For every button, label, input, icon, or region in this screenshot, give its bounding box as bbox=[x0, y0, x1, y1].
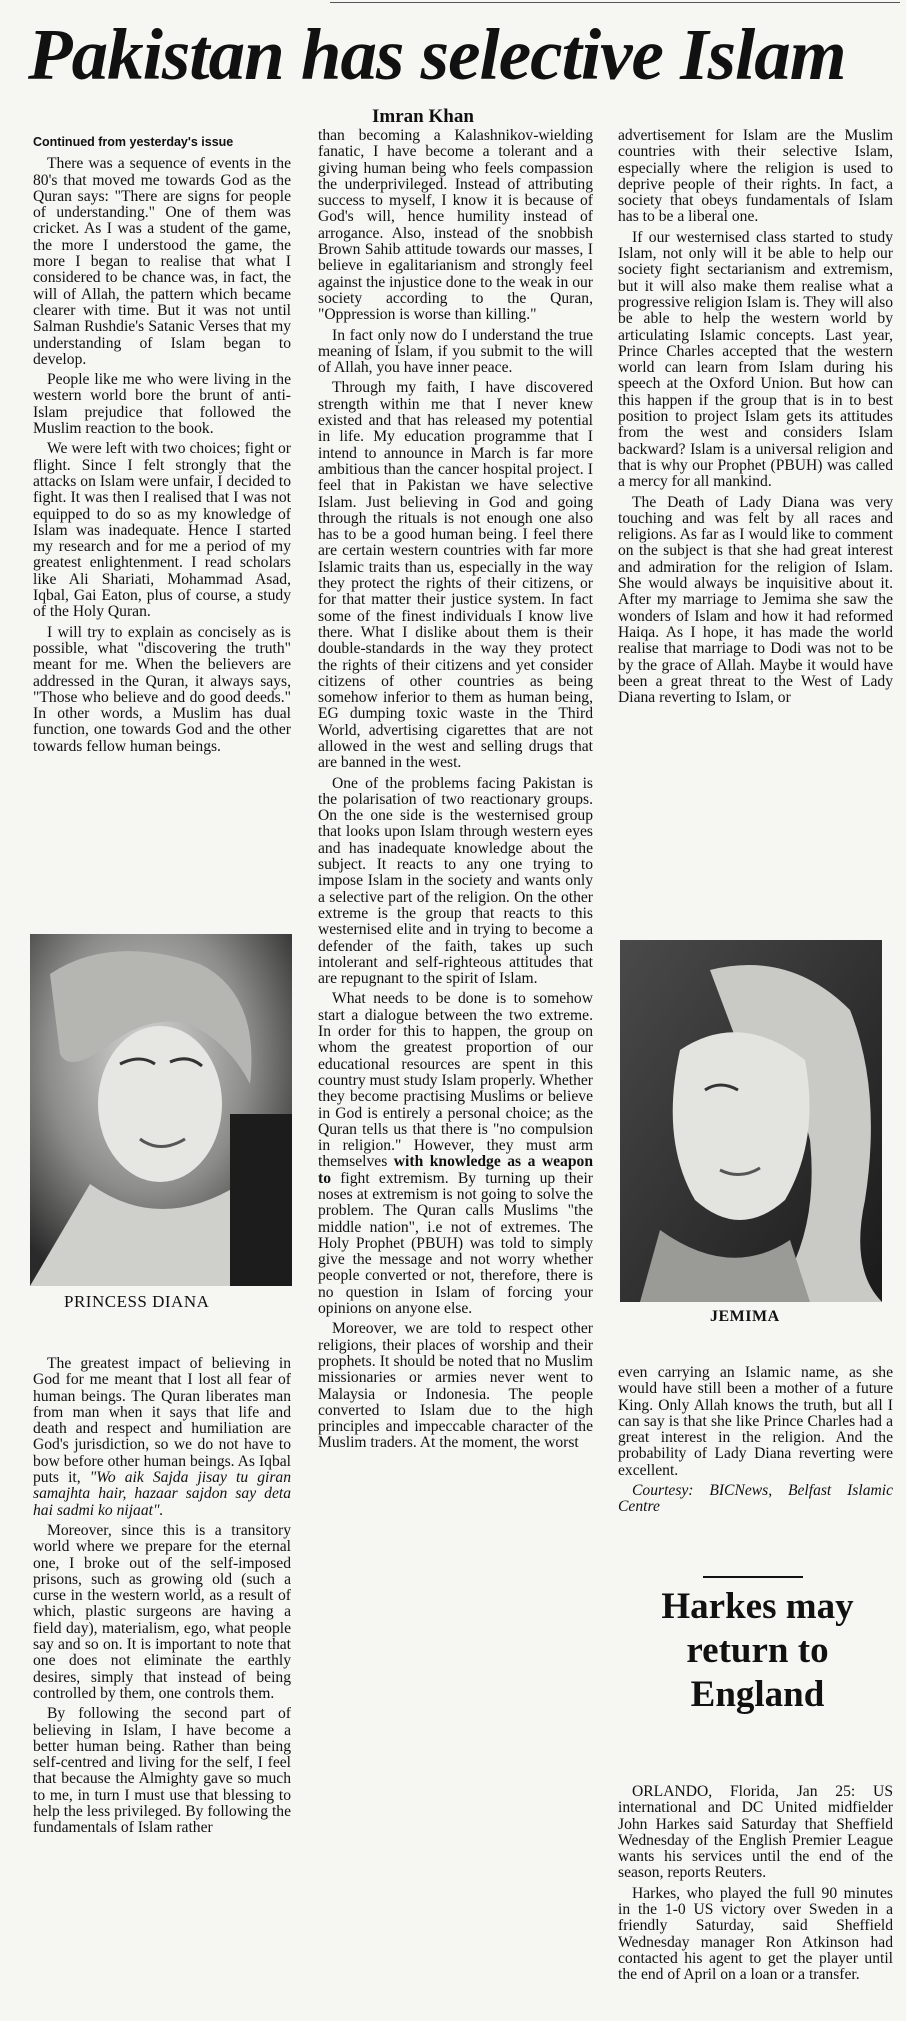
paragraph: We were left with two choices; fight or flight. Since I felt strongly that the attacks on Islam were unfair, I decided to fight. It was then I realised that I was not equipped to do so as my knowledge of Islam was inadequate. Hence I started my research and for me a period of my greatest enlightenment. I read scholars like Ali Shariati, Mohammad Asad, Iqbal, Gai Eaton, plus of course, a study of the Holy Quran. bbox=[33, 440, 291, 621]
paragraph: There was a sequence of events in the 80's that moved me towards God as the Quran says: "There are signs for people of understanding." One of them was cricket. As I was a student of the game, the more I understood the game, the more I began to realise that what I considered to be chance was, in fact, the will of Allah, the pattern which became clearer with time. But it was not until Salman Rushdie's Satanic Verses that my understanding of Islam began to develop. bbox=[33, 155, 291, 368]
paragraph-text: What needs to be done is to somehow start a dialogue between the two extreme. In order for this to happen, the group on whom the greatest proportion of our educational resources are spent in this country must study Islam properly. Whether they become practising Muslims or believe in God is entirely a personal choice; as the Quran tells us that there is "no compulsion in religion." However, they must arm themselves bbox=[318, 990, 593, 1171]
paragraph: Moreover, since this is a transitory world where we prepare for the eternal one, I broke out of the self-imposed prisons, such as growing old (such a curse in the western world, as a result of which, plastic surgeons are having a field day), materialism, ego, what people say and so on. It is important to note that one does not eliminate the earthly desires, simply that instead of being controlled by them, one controls them. bbox=[33, 1521, 291, 1702]
paragraph: People like me who were living in the western world bore the brunt of anti-Islam prejudice that followed the Muslim reaction to the book. bbox=[33, 371, 291, 438]
princess-diana-photo bbox=[30, 934, 292, 1286]
paragraph: By following the second part of believing in Islam, I have become a better human being. Rather than being self-centred and living for the self, I feel that because the Almighty gave so much to me, in turn I must use that blessing to help the less privileged. By following the fundamentals of Islam rather bbox=[33, 1705, 291, 1837]
paragraph: One of the problems facing Pakistan is the polarisation of two reactionary groups. On the one side is the westernised group that looks upon Islam through western eyes and has inadequate knowledge about the subject. It reacts to any one trying to impose Islam in the society and wants only a selective part of the religion. On the other extreme is the group that reacts to this westernised elite and in trying to become a defender of the faith, takes up such intolerant and self-righteous attitudes that are repugnant to the spirit of Islam. bbox=[318, 774, 593, 988]
paragraph bbox=[33, 1356, 291, 1519]
jemima-photo bbox=[620, 940, 882, 1302]
article-column-1-continued bbox=[33, 1356, 291, 2014]
article-column-1 bbox=[33, 135, 291, 928]
divider-rule bbox=[703, 1576, 803, 1578]
iqbal-quote: "Wo aik Sajda jisay tu giran samajhta hair, hazaar sajdon say deta hai sadmi ko nijaat". bbox=[33, 1469, 291, 1519]
jemima-portrait-image bbox=[620, 940, 882, 1302]
diana-portrait-image bbox=[30, 934, 292, 1286]
harkes-article bbox=[618, 1784, 893, 2018]
top-rule bbox=[330, 2, 900, 3]
paragraph-text: fight extremism. By turning up their noses at extremism is not going to solve the problem. The Quran calls Muslims "the middle nation", i.e not of extremes. The Holy Prophet (PBUH) was told to simply give the message and not worry whether people converted or not, therefore, there is no question in Islam of forcing your opinions on anyone else. bbox=[318, 1169, 593, 1318]
paragraph: The Death of Lady Diana was very touching and was felt by all races and religions. As far as I would like to comment on the subject is that she had great interest and admiration for the religion of Islam. She would always be inquisitive about it. After my marriage to Jemima she saw the wonders of Islam and how it had reformed Haiqa. As I hope, it has made the world realise that marriage to Dodi was not to be by the grace of Allah. Maybe it would have been a great threat to the West of Lady Diana reverting to Islam, or bbox=[618, 493, 893, 707]
secondary-headline: Harkes may return to England bbox=[661, 1586, 854, 1715]
continued-note: Continued from yesterday's issue bbox=[33, 135, 234, 149]
paragraph-text: The greatest impact of believing in God for me meant that I lost all fear of human beings. The Quran liberates man from man when it says that life and death and respect and humiliation are God's jurisdiction, so we do not have to bow before other human beings. As Iqbal puts it, bbox=[33, 1355, 291, 1487]
paragraph bbox=[318, 991, 593, 1317]
paragraph: than becoming a Kalashnikov-wielding fanatic, I have become a tolerant and a giving human being who feels compassion the underprivileged. Instead of attributing success to myself, I know it is because of God's will, hence humility instead of arrogance. Also, instead of the snobbish Brown Sahib attitude towards our masses, I believe in egalitarianism and strongly feel against the injustice done to the weak in our society according to the Quran, "Oppression is worse than killing." bbox=[318, 127, 593, 324]
paragraph: even carrying an Islamic name, as she would have still been a mother of a future King. Only Allah knows the truth, but all I can say is that she like Prince Charles had a great interest in the religion. And the probability of Lady Diana reverting were excellent. bbox=[618, 1364, 893, 1479]
paragraph: Through my faith, I have discovered strength within me that I never knew existed and that has released my potential in life. My education programme that I intend to announce in March is far more ambitious than the cancer hospital project. I feel that in Pakistan we have selective Islam. Just believing in God and going through the rituals is not enough one also has to be a good human being. I feel there are certain western countries with far more Islamic traits than us, especially in the way they protect the rights of their citizens, or for that matter their justice system. In fact some of the finest individuals I know live there. What I dislike about them is their double-standards in the way they protect the rights of their citizens and yet consider citizens of other countries as being somehow inferior to them as human being, EG dumping toxic waste in the Third World, advertising cigarettes that are not allowed in the west and selling drugs that are banned in the west. bbox=[318, 379, 593, 772]
bold-phrase: with knowledge as a weapon to bbox=[318, 1153, 593, 1187]
paragraph: Harkes, who played the full 90 minutes in the 1-0 US victory over Sweden in a friendly Saturday, said Sheffield Wednesday manager Ron Atkinson had contacted his agent to get the player until the end of April on a loan or a transfer. bbox=[618, 1884, 893, 1984]
headline: Pakistan has selective Islam bbox=[28, 14, 846, 95]
paragraph: I will try to explain as concisely as is possible, what "discovering the truth" meant for me. When the believers are addressed in the Quran, it always says, "Those who believe and do good deeds." In other words, a Muslim has dual function, one towards God and the other towards fellow human beings. bbox=[33, 623, 291, 755]
paragraph: advertisement for Islam are the Muslim countries with their selective Islam, especially where the religion is used to deprive people of their rights. In fact, a society that obeys fundamentals of Islam has to be a liberal one. bbox=[618, 127, 893, 226]
photo-caption: PRINCESS DIANA bbox=[64, 1292, 210, 1311]
article-column-3-continued bbox=[618, 1365, 893, 1585]
byline: Imran Khan bbox=[372, 106, 474, 127]
article-column-2 bbox=[318, 128, 593, 2018]
courtesy-credit: Courtesy: BICNews, Belfast Islamic Centre bbox=[618, 1482, 893, 1516]
paragraph: ORLANDO, Florida, Jan 25: US international and DC United midfielder John Harkes said Saturday that Sheffield Wednesday of the English Premier League wants his services until the end of the season, reports Reuters. bbox=[618, 1783, 893, 1882]
paragraph: In fact only now do I understand the true meaning of Islam, if you submit to the will of Allah, you have inner peace. bbox=[318, 326, 593, 377]
article-column-3 bbox=[618, 128, 893, 940]
paragraph: If our westernised class started to study Islam, not only will it be able to help our society fight sectarianism and extremism, but it will also make them realise what a progressive religion Islam is. They will also be able to help the western world by articulating Islamic concepts. Last year, Prince Charles accepted that the western world can learn from Islam during his speech at the Oxford Union. But how can this happen if the group that is in to best position to project Islam gets its attitudes from the west and considers Islam backward? Islam is a universal religion and that is why our Prophet (PBUH) was called a mercy for all mankind. bbox=[618, 228, 893, 491]
paragraph: Moreover, we are told to respect other religions, their places of worship and their prophets. It should be noted that no Muslim missionaries or armies never went to Malaysia or Indonesia. The people converted to Islam due to the high principles and impeccable character of the Muslim traders. At the moment, the worst bbox=[318, 1320, 593, 1452]
photo-caption: JEMIMA bbox=[710, 1308, 780, 1325]
